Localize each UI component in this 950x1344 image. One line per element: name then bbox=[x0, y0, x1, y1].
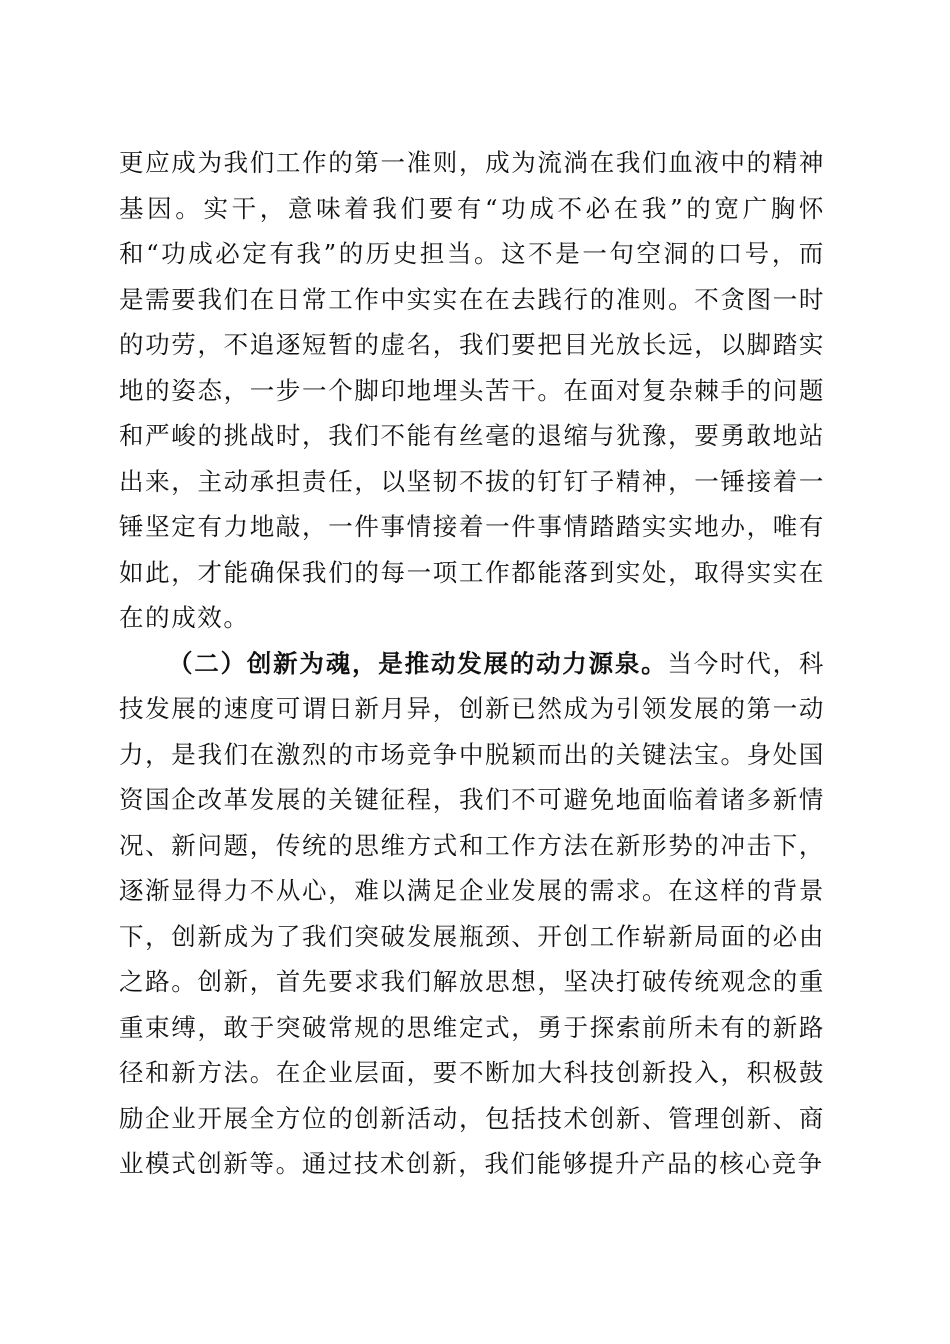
section-2-body: 当今时代，科技发展的速度可谓日新月异，创新已然成为引领发展的第一动力，是我们在激烈的市场竞争中脱颖而出的关键法宝。身处国资国企改革发展的关键征程，我们不可避免地面临着诸多新情况、新问题，传统的思维方式和工作方法在新形势的冲击下，逐渐显得力不从心，难以满足企业发展的需求。在这样的背景下，创新成为了我们突破发展瓶颈、开创工作崭新局面的必由之路。创新，首先要求我们解放思想，坚决打破传统观念的重重束缚，敢于突破常规的思维定式，勇于探索前所未有的新路径和新方法。在企业层面，要不断加大科技创新投入，积极鼓励企业开展全方位的创新活动，包括技术创新、管理创新、商业模式创新等。通过技术创新，我们能够提升产品的核心竞争 bbox=[119, 648, 825, 1178]
section-2-heading: （二）创新为魂，是推动发展的动力源泉。 bbox=[168, 648, 668, 678]
paragraph-continuation: 更应成为我们工作的第一准则，成为流淌在我们血液中的精神基因。实干，意味着我们要有“功成不必在我”的宽广胸怀和“功成必定有我”的历史担当。这不是一句空洞的口号，而是需要我们在日常工作中实实在在去践行的准则。不贪图一时的功劳，不追逐短暂的虚名，我们要把目光放长远，以脚踏实地的姿态，一步一个脚印地埋头苦干。在面对复杂棘手的问题和严峻的挑战时，我们不能有丝毫的退缩与犹豫，要勇敢地站出来，主动承担责任，以坚韧不拔的钉钉子精神，一锤接着一锤坚定有力地敲，一件事情接着一件事情踏踏实实地办，唯有如此，才能确保我们的每一项工作都能落到实处，取得实实在在的成效。 bbox=[119, 148, 825, 632]
section-2-paragraph bbox=[119, 641, 825, 1187]
document-body bbox=[119, 140, 825, 1187]
